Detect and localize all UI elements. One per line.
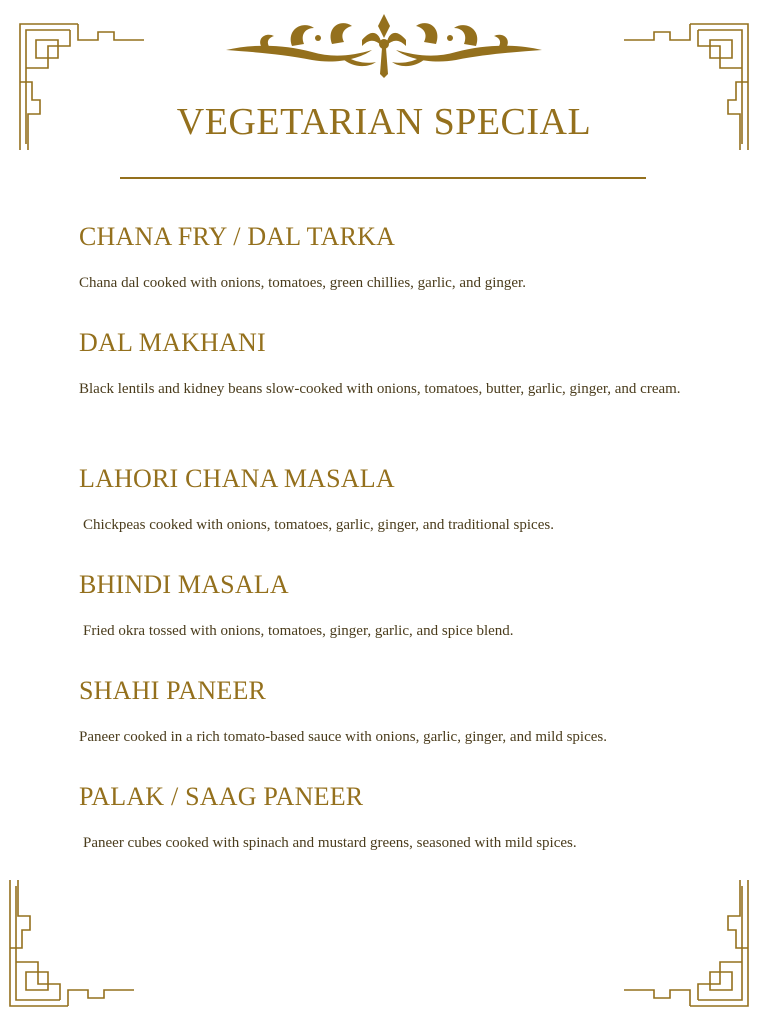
menu-item-description: Paneer cubes cooked with spinach and mustard greens, seasoned with mild spices. [83,835,577,851]
menu-item-name: BHINDI MASALA [79,570,289,599]
menu-item [79,568,699,674]
menu-item [79,220,699,326]
menu-item-name: DAL MAKHANI [79,328,266,357]
menu-item [79,674,699,780]
menu-item-description: Paneer cooked in a rich tomato-based sauce with onions, garlic, ginger, and mild spices. [79,729,607,745]
menu-item-description: Black lentils and kidney beans slow-cooked with onions, tomatoes, butter, garlic, ginger, and cream. [79,381,681,397]
menu-item-name: SHAHI PANEER [79,676,267,705]
greek-key-corner-icon [620,878,750,1008]
menu-item-description: Chana dal cooked with onions, tomatoes, green chillies, garlic, and ginger. [79,275,526,291]
flourish-ornament-icon [222,10,546,82]
menu-item [79,462,699,568]
menu-item-name: LAHORI CHANA MASALA [79,464,395,493]
menu-item-name: CHANA FRY / DAL TARKA [79,222,396,251]
menu-item-description: Chickpeas cooked with onions, tomatoes, garlic, ginger, and traditional spices. [83,517,554,533]
menu-item-name: PALAK / SAAG PANEER [79,782,364,811]
greek-key-corner-icon [8,878,138,1008]
menu-item-description: Fried okra tossed with onions, tomatoes, ginger, garlic, and spice blend. [83,623,514,639]
menu-item [79,326,699,462]
menu-item [79,780,699,886]
title-divider [120,177,646,179]
page-title: VEGETARIAN SPECIAL [176,101,592,143]
menu-list [79,220,699,886]
